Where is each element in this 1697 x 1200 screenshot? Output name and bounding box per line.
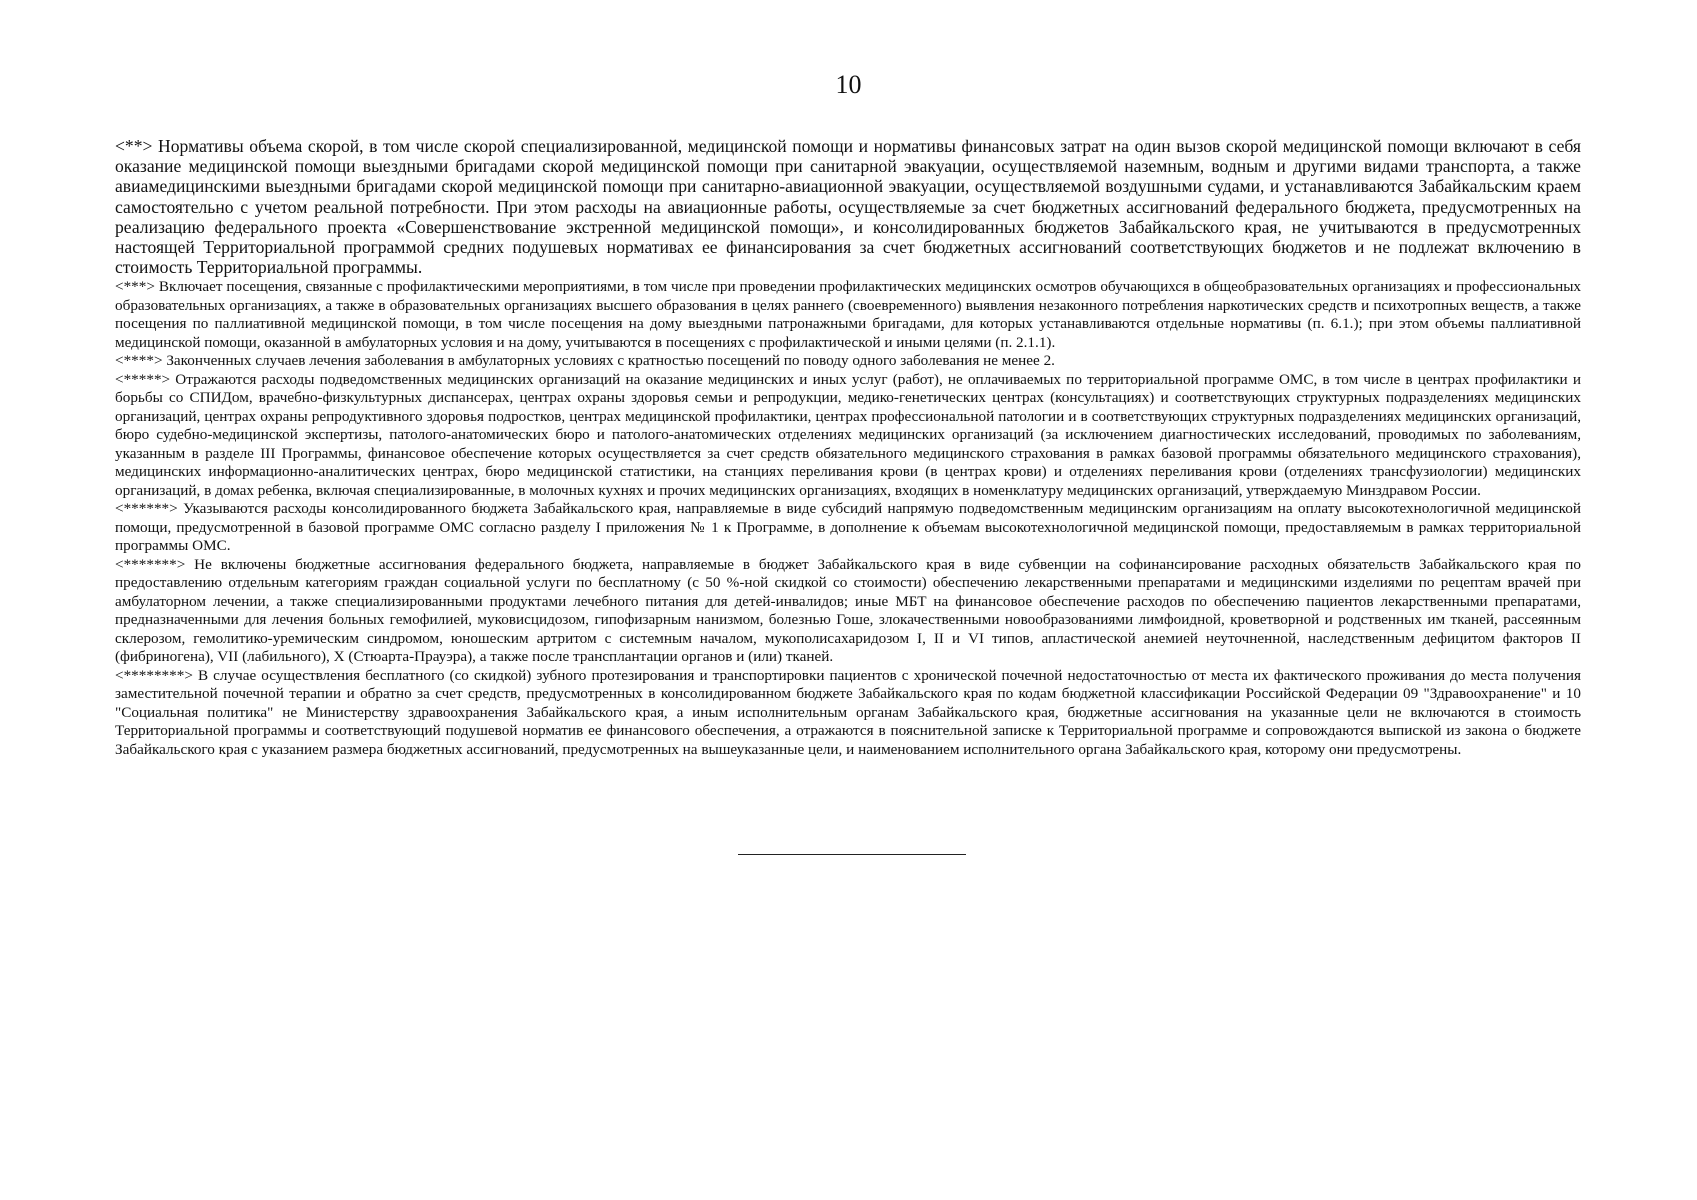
footnote-marker: <****> xyxy=(115,352,163,370)
footnote-text: Включает посещения, связанные с профилактическими мероприятиями, в том числе при проведении профилактических медицинских осмотров обучающихся в общеобразовательных организациях и профессиональных образовательных организациях, а также в образовательных организациях высшего образования в целях раннего (своевременного) выявления незаконного потребления наркотических средств и психотропных веществ, а также посещения по паллиативной медицинской помощи, в том числе посещения на дому выездными патронажными бригадами, для которых устанавливаются отдельные нормативы (п. 6.1.); при этом объемы паллиативной медицинской помощи, оказанной в амбулаторных условия и на дому, учитываются в посещениях с профилактической и иными целями (п. 2.1.1). xyxy=(115,278,1582,351)
footnote-text: Отражаются расходы подведомственных медицинских организаций на оказание медицинских и иных услуг (работ), не оплачиваемых по территориальной программе ОМС, в том числе в центрах профилактики и борьбы со СПИДом, врачебно-физкультурных диспансерах, центрах охраны здоровья семьи и репродукции, медико-генетических центрах (консультациях) и соответствующих структурных подразделениях медицинских организаций, центрах охраны репродуктивного здоровья подростков, центрах медицинской профилактики, центрах профессиональной патологии и в соответствующих структурных подразделениях медицинских организаций, бюро судебно-медицинской экспертизы, патолого-анатомических бюро и патолого-анатомических отделениях медицинских организаций (за исключением диагностических исследований, проводимых по заболеваниям, указанным в разделе III Программы, финансовое обеспечение которых осуществляется за счет средств обязательного медицинского страхования в рамках базовой программы обязательного медицинского страхования), медицинских информационно-аналитических центрах, бюро медицинской статистики, на станциях переливания крови (в центрах крови) и отделениях переливания крови (отделениях трансфузиологии) медицинских организаций, в домах ребенка, включая специализированные, в молочных кухнях и прочих медицинских организациях, входящих в номенклатуру медицинских организаций, утверждаемую Минздравом России. xyxy=(115,370,1581,499)
footnote-marker: <******> xyxy=(115,500,178,518)
footnote-text: Не включены бюджетные ассигнования федерального бюджета, направляемые в бюджет Забайкальского края в виде субвенции на софинансирование расходных обязательств Забайкальского края по предоставлению отдельным категориям граждан социальной услуги по бесплатному (с 50 %-ной скидкой со стоимости) обеспечению лекарственными препаратами и медицинскими изделиями по рецептам врачей при амбулаторном лечении, а также специализированными продуктами лечебного питания для детей-инвалидов; иные МБТ на финансовое обеспечение расходов по обеспечению пациентов лекарственными препаратами, предназначенными для лечения больных гемофилией, муковисцидозом, гипофизарным нанизмом, болезнью Гоше, злокачественными новообразованиями лимфоидной, кроветворной и родственных им тканей, рассеянным склерозом, гемолитико-уремическим синдромом, юношеским артритом с системным началом, мукополисахаридозом I, II и VI типов, апластической анемией неуточненной, наследственным дефицитом факторов II (фибриногена), VII (лабильного), X (Стюарта-Прауэра), а также после трансплантации органов и (или) тканей. xyxy=(115,555,1581,666)
footnote-text: В случае осуществления бесплатного (со скидкой) зубного протезирования и транспортировки пациентов с хронической почечной недостаточностью от места их фактического проживания до места получения заместительной почечной терапии и обратно за счет средств, предусмотренных в консолидированном бюджете Забайкальского края по кодам бюджетной классификации Российской Федерации 09 "Здравоохранение" и 10 "Социальная политика" не Министерству здравоохранения Забайкальского края, а иным исполнительным органам Забайкальского края, бюджетные ассигнования на указанные цели не включаются в стоимость Территориальной программы и соответствующий подушевой норматив ее финансового обеспечения, а отражаются в пояснительной записке к Территориальной программе и сопровождаются выпиской из закона о бюджете Забайкальского края с указанием размера бюджетных ассигнований, предусмотренных на вышеуказанные цели, и наименованием исполнительного органа Забайкальского края, которому они предусмотрены. xyxy=(115,666,1581,758)
footnote-5 xyxy=(115,371,1581,501)
footnote-marker: <********> xyxy=(115,666,193,684)
footnote-marker: <***> xyxy=(115,278,155,296)
page-number: 10 xyxy=(835,70,862,99)
footnote-text: Законченных случаев лечения заболевания в амбулаторных условиях с кратностью посещений по поводу одного заболевания не менее 2. xyxy=(166,352,1055,370)
footnote-marker: <*******> xyxy=(115,555,186,573)
footnote-8 xyxy=(115,667,1581,760)
footnote-4 xyxy=(115,352,1581,371)
footnote-2 xyxy=(115,136,1581,277)
footnote-3 xyxy=(115,278,1581,352)
footnote-7 xyxy=(115,556,1581,667)
footnote-text: Указываются расходы консолидированного бюджета Забайкальского края, направляемые в виде субсидий напрямую подведомственным медицинским организациям на оплату высокотехнологичной медицинской помощи, предусмотренной в базовой программе ОМС согласно разделу I приложения № 1 к Программе, в дополнение к объемам высокотехнологичной медицинской помощи, предоставляемым в рамках территориальной программы ОМС. xyxy=(115,500,1581,555)
footnote-marker: <*****> xyxy=(115,370,171,388)
end-divider xyxy=(738,854,966,855)
footnote-6 xyxy=(115,500,1581,556)
footnote-text: Нормативы объема скорой, в том числе скорой специализированной, медицинской помощи и нормативы финансовых затрат на один вызов скорой медицинской помощи включают в себя оказание медицинской помощи выездными бригадами скорой медицинской помощи при санитарной эвакуации, осуществляемой наземным, водным и другими видами транспорта, а также авиамедицинскими выездными бригадами скорой медицинской помощи при санитарно-авиационной эвакуации, осуществляемой воздушными судами, и устанавливаются Забайкальским краем самостоятельно с учетом реальной потребности. При этом расходы на авиационные работы, осуществляемые за счет бюджетных ассигнований федерального бюджета, предусмотренных на реализацию федерального проекта «Совершенствование экстренной медицинской помощи», и консолидированных бюджетов Забайкальского края, не учитываются в предусмотренных настоящей Территориальной программой средних подушевых нормативах ее финансирования за счет бюджетных ассигнований соответствующих бюджетов и не подлежат включению в стоимость Территориальной программы. xyxy=(115,136,1581,278)
footnote-marker: <**> xyxy=(115,136,153,156)
footnotes xyxy=(115,136,1581,759)
